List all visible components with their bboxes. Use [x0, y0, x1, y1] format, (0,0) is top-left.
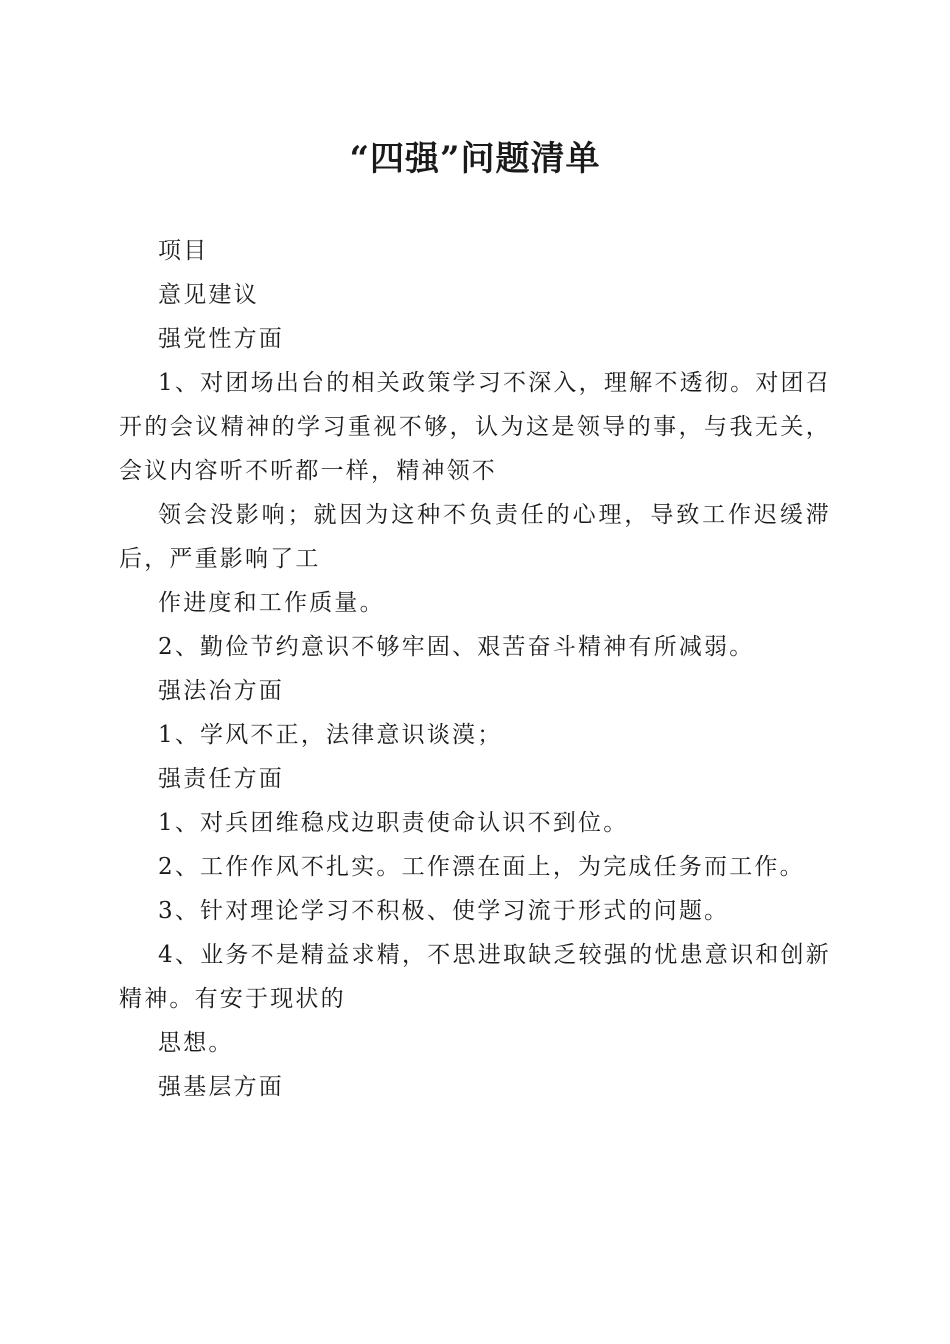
list-item: 1、学风不正，法律意识谈漠； [158, 722, 503, 748]
list-item-continuation: 思想。 [158, 1030, 234, 1056]
list-item: 1、对团场出台的相关政策学习不深入，理解不透彻。对团召开的会议精神的学习重视不够，认为这是领导的事，与我无关，会议内容听不听都一样，精神领不 [119, 370, 831, 484]
section-heading-grassroots: 强基层方面 [158, 1074, 284, 1100]
list-item: 1、对兵团维稳戍边职责使命认识不到位。 [158, 810, 629, 836]
list-item: 4、业务不是精益求精，不思进取缺乏较强的忧患意识和创新精神。有安于现状的 [119, 942, 831, 1012]
paragraph-suggestions: 意见建议 [158, 282, 259, 308]
section-heading-responsibility: 强责任方面 [158, 766, 284, 792]
section-heading-law: 强法冶方面 [158, 678, 284, 704]
list-item: 2、工作作风不扎实。工作漂在面上，为完成任务而工作。 [158, 854, 805, 880]
list-item: 3、针对理论学习不积极、使学习流于形式的问题。 [158, 898, 730, 924]
document-title: “四强”问题清单 [349, 139, 601, 179]
list-item-continuation: 作进度和工作质量。 [158, 590, 385, 616]
document-body [119, 229, 831, 1109]
list-item: 2、勤俭节约意识不够牢固、艰苦奋斗精神有所减弱。 [158, 634, 755, 660]
list-item-continuation: 领会没影响；就因为这种不负责任的心理，导致工作迟缓滞后，严重影响了工 [119, 502, 831, 572]
paragraph-project: 项目 [158, 238, 209, 264]
section-heading-party: 强党性方面 [158, 326, 284, 352]
